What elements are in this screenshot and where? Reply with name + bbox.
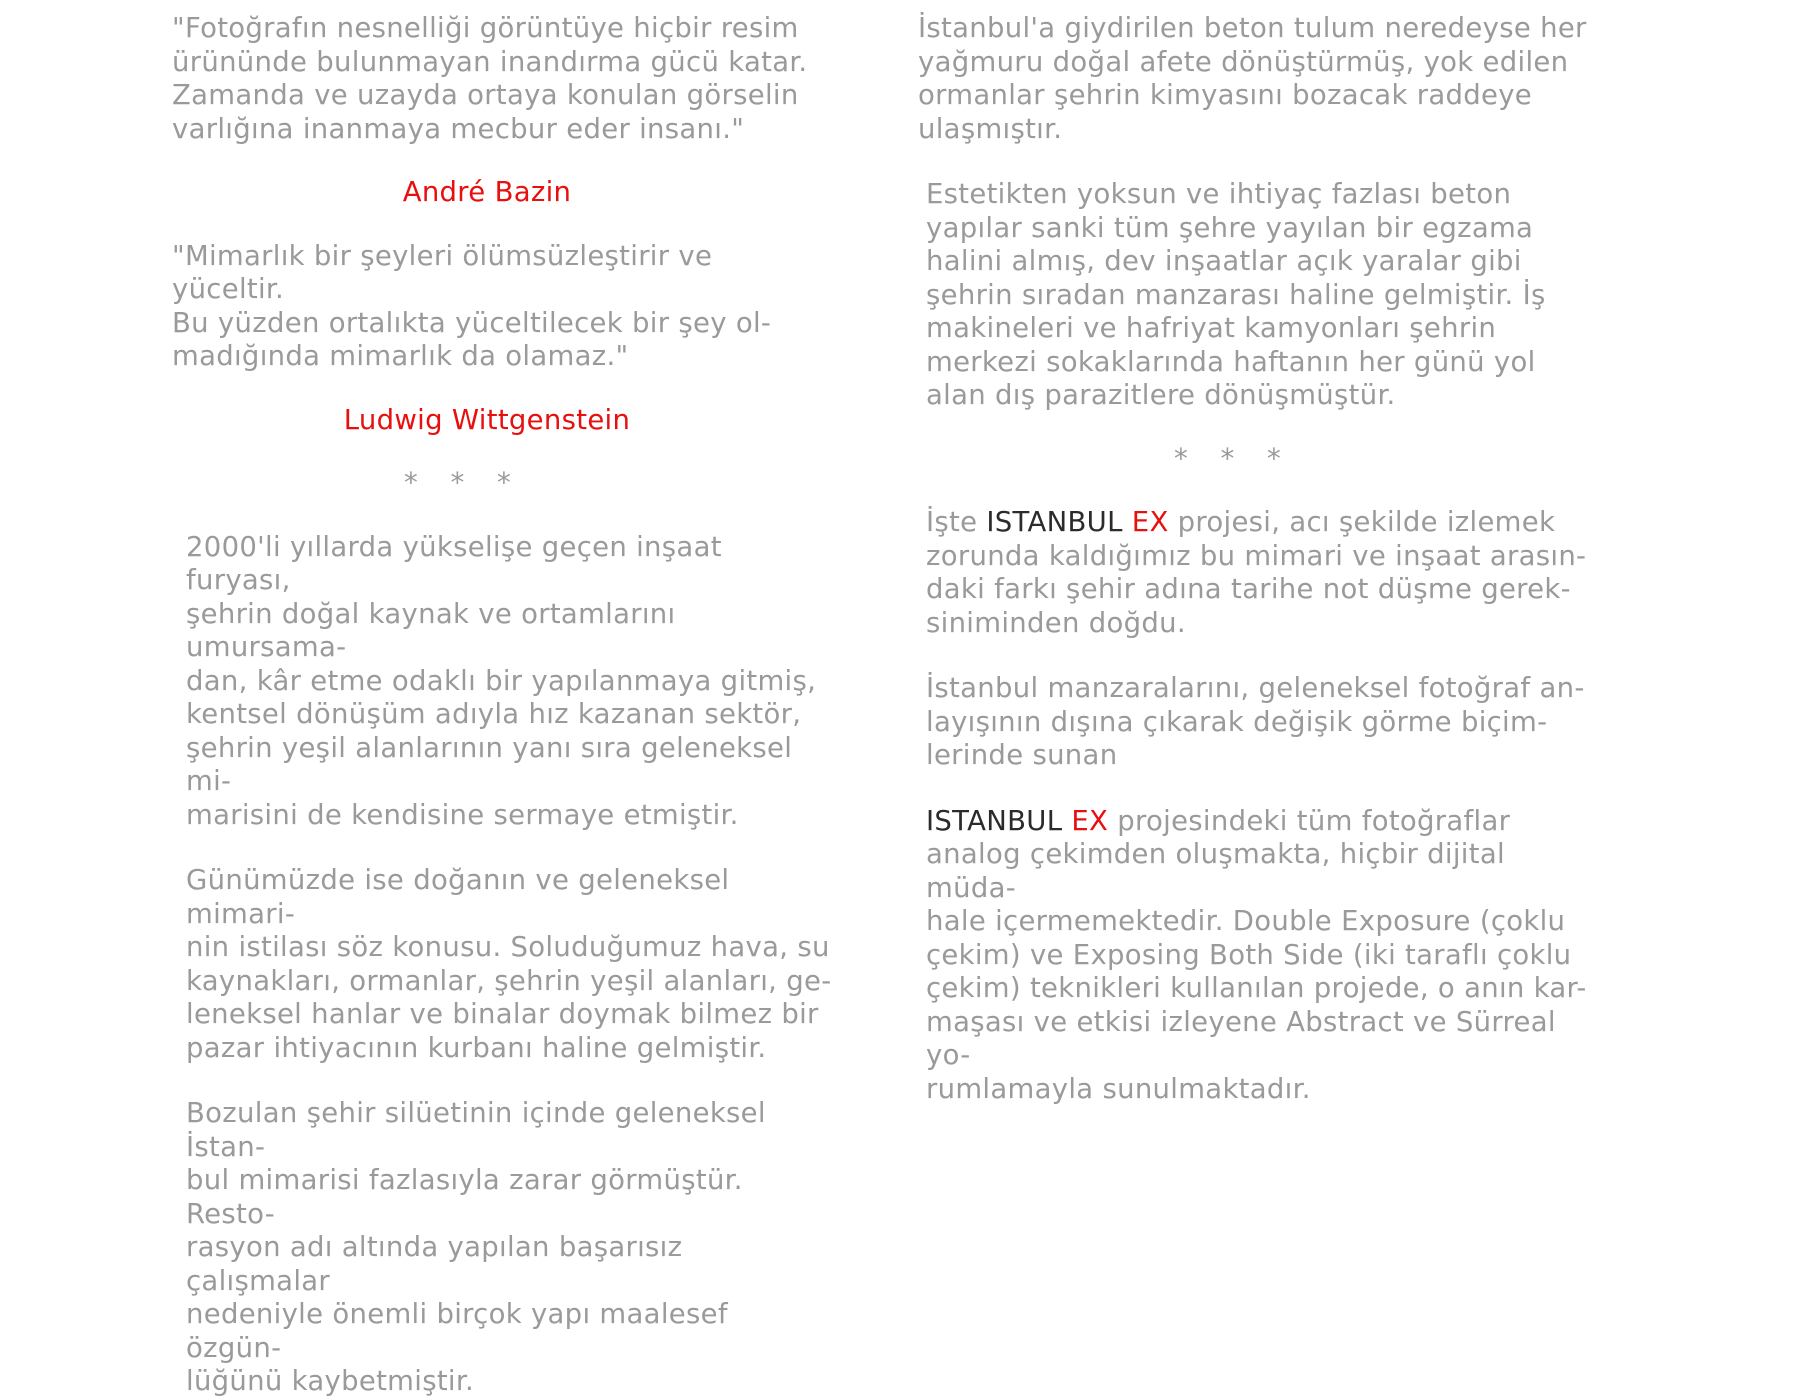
brand-word-ex: EX <box>1131 506 1169 538</box>
brand-word-istanbul: ISTANBUL <box>986 506 1123 538</box>
right-paragraph-2: Estetikten yoksun ve ihtiyaç fazlası beton yapılar sanki tüm şehre yayılan bir egzama halini almış, dev inşaatlar açık yaralar gibi şehrin sıradan manzarası haline gelmiştir. İş makineleri ve hafriyat kamyonları şehrin merkezi sokaklarında haftanın her günü yol alan dış parazitlere dönüşmüştür. <box>926 178 1546 411</box>
right-paragraph-3 <box>912 506 1592 640</box>
bazin-quote: "Fotoğrafın nesnelliği görüntüye hiçbir resim ürününde bulunmayan inandırma gücü katar. Zamanda ve uzayda ortaya konulan görselin varlığına inanmaya mecbur eder insanı." <box>172 12 808 145</box>
left-paragraph-3: Bozulan şehir silüetinin içinde geleneksel İstan- bul mimarisi fazlasıyla zarar görmüştür. Resto- rasyon adı altında yapılan başarısız çalışmalar nedeniyle önemli birçok yapı maalesef özgün- lüğünü kaybetmiştir. <box>186 1097 766 1397</box>
wittgenstein-author: Ludwig Wittgenstein <box>343 403 631 436</box>
wittgenstein-quote: "Mimarlık bir şeyleri ölümsüzleştirir ve yüceltir. Bu yüzden ortalıkta yüceltilecek bir şey ol- madığında mimarlık da olamaz." <box>172 239 772 372</box>
bazin-author: André Bazin <box>402 176 572 208</box>
brand-word-ex-2: EX <box>1071 804 1109 837</box>
section-divider-left: * * * <box>404 467 523 499</box>
left-paragraph-2: Günümüzde ise doğanın ve geleneksel mimari- nin istilası söz konusu. Soluduğumuz hava, su kaynakları, ormanlar, şehrin yeşil alanları, ge- leneksel hanlar ve binalar doymak bilmez bir pazar ihtiyacının kurbanı haline gelmiştir. <box>186 864 832 1064</box>
para3-prefix: İşte <box>926 506 987 538</box>
section-divider-right: * * * <box>1174 442 1293 475</box>
brand-word-istanbul-2: ISTANBUL <box>926 804 1063 837</box>
right-paragraph-4: İstanbul manzaralarını, geleneksel fotoğraf an- layışının dışına çıkarak değişik görme biçim- lerinde sunan <box>926 672 1585 771</box>
right-column <box>912 12 1592 1106</box>
left-paragraph-1: 2000'li yıllarda yükselişe geçen inşaat furyası, şehrin doğal kaynak ve ortamlarını umursama- dan, kâr etme odaklı bir yapılanmaya gitmiş, kentsel dönüşüm adıyla hız kazanan sektör, şehrin yeşil alanlarının yanı sıra geleneksel mi- marisini de kendisine sermaye etmiştir. <box>186 530 817 831</box>
para5-rest: projesindeki tüm fotoğraflar analog çekimden oluşmakta, hiçbir dijital müda- hale içermemektedir. Double Exposure (çoklu çekim) ve Exposing Both Side (iki taraflı çoklu çekim) teknikleri kullanılan projede, o anın kar- maşası ve etkisi izleyene Abstract ve Sürreal yo- rumlamayla sunulmaktadır. <box>926 804 1587 1105</box>
para3-rest: projesi, acı şekilde izlemek zorunda kaldığımız bu mimari ve inşaat arasın- daki farkı şehir adına tarihe not düşme gerek- siniminden doğdu. <box>926 506 1587 639</box>
right-paragraph-1: İstanbul'a giydirilen beton tulum neredeyse her yağmuru doğal afete dönüştürmüş, yok edilen ormanlar şehrin kimyasını bozacak raddeye ulaşmıştır. <box>918 12 1587 145</box>
left-column <box>172 12 832 1399</box>
right-paragraph-5 <box>912 805 1592 1107</box>
